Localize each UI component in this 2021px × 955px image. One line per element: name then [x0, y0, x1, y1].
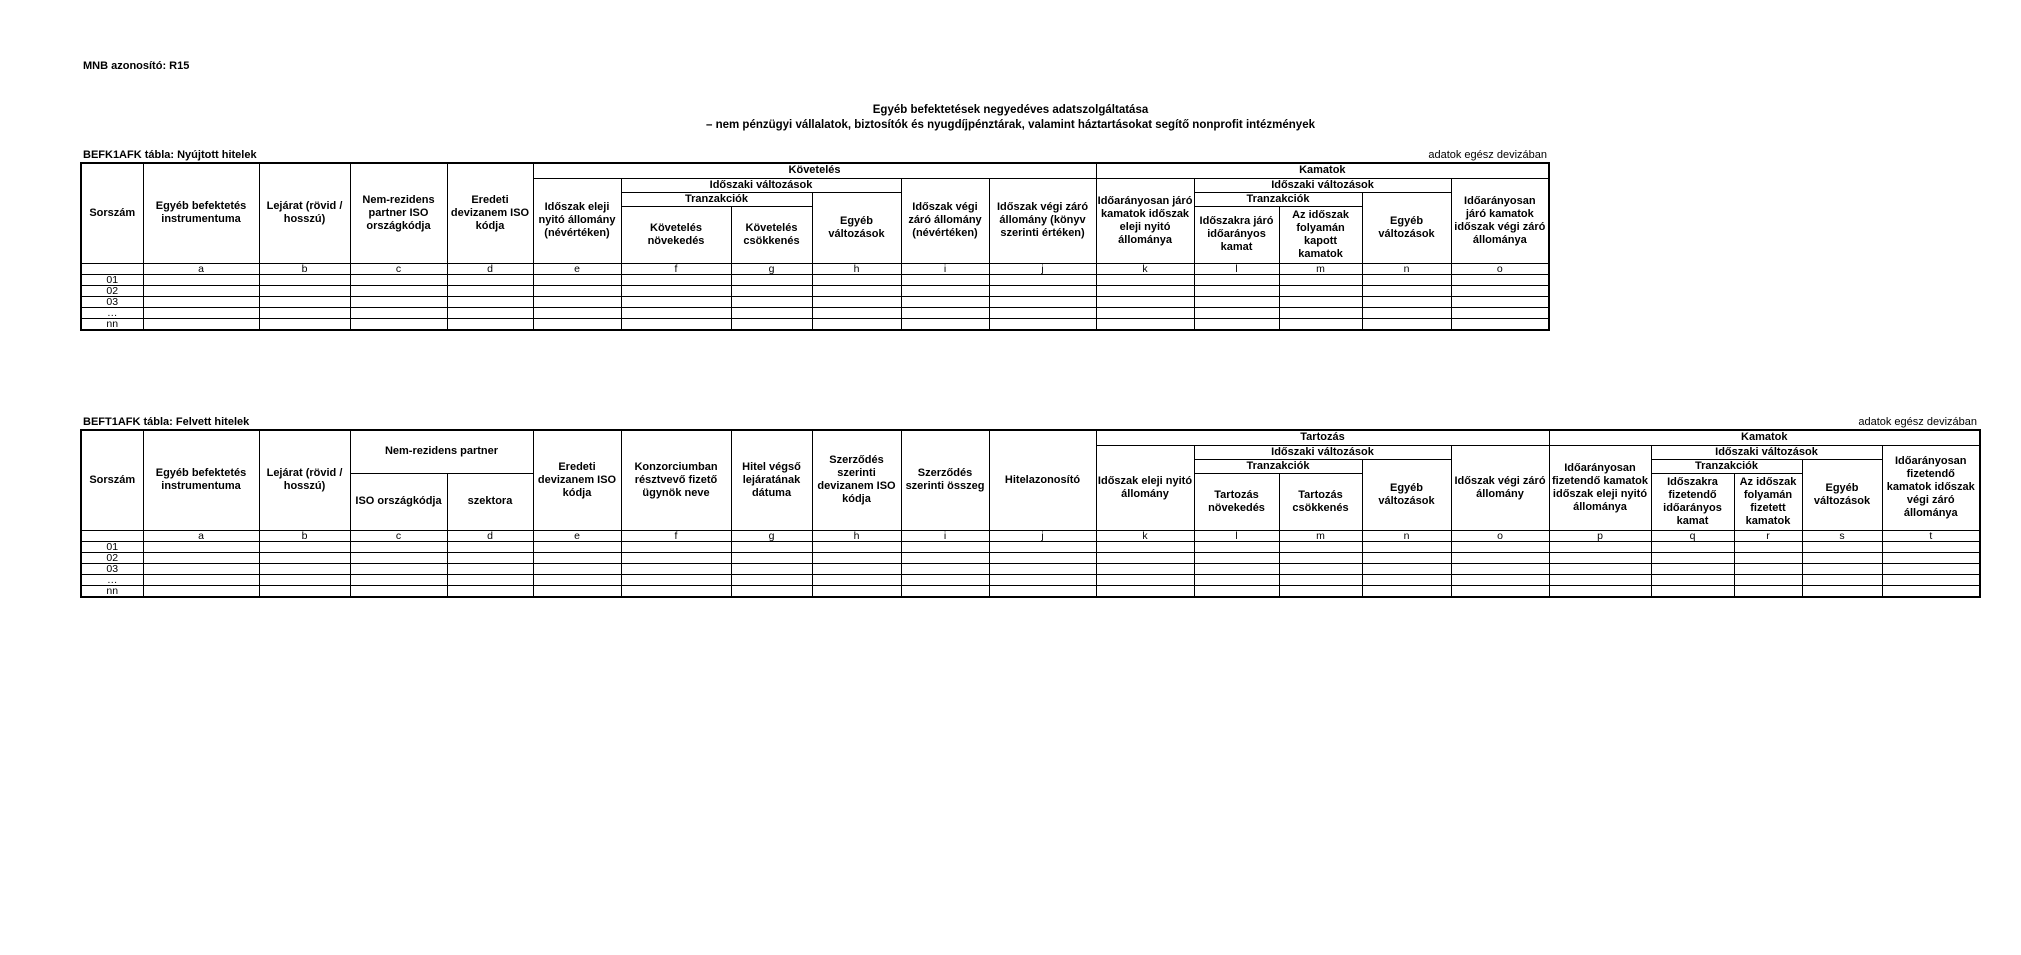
table1-header-e: Időszak eleji nyitó állomány (névértéken) [533, 178, 621, 263]
input-cell[interactable] [1279, 552, 1362, 563]
input-cell[interactable] [901, 563, 989, 574]
input-cell[interactable] [143, 274, 259, 285]
letter-cell: b [259, 530, 350, 541]
letter-cell: h [812, 263, 901, 274]
input-cell[interactable] [1451, 274, 1549, 285]
input-cell[interactable] [1362, 296, 1451, 307]
input-cell[interactable] [1194, 552, 1279, 563]
input-cell[interactable] [533, 574, 621, 585]
page-subtitle: – nem pénzügyi vállalatok, biztosítók és nyugdíjpénztárak, valamint háztartásokat segítő nonprofit intézmények [705, 119, 1315, 131]
input-cell[interactable] [731, 285, 812, 296]
table-row [81, 585, 1980, 597]
letter-cell: t [1882, 530, 1980, 541]
input-cell[interactable] [533, 541, 621, 552]
input-cell[interactable] [447, 552, 533, 563]
table1-sub-tranzakciok-kamat: Tranzakciók [1194, 192, 1362, 206]
input-cell[interactable] [143, 318, 259, 330]
row-number: 03 [81, 296, 143, 307]
input-cell[interactable] [1882, 585, 1980, 597]
input-cell[interactable] [1194, 541, 1279, 552]
input-cell[interactable] [533, 563, 621, 574]
input-cell[interactable] [1451, 307, 1549, 318]
input-cell[interactable] [447, 318, 533, 330]
input-cell[interactable] [1802, 574, 1882, 585]
input-cell[interactable] [1096, 307, 1194, 318]
input-cell[interactable] [447, 296, 533, 307]
row-number: nn [81, 318, 143, 330]
table-row [81, 563, 1980, 574]
input-cell[interactable] [1279, 563, 1362, 574]
input-cell[interactable] [259, 552, 350, 563]
input-cell[interactable] [901, 307, 989, 318]
input-cell[interactable] [143, 296, 259, 307]
input-cell[interactable] [1362, 574, 1451, 585]
input-cell[interactable] [731, 585, 812, 597]
table1-sub-tranzakciok: Tranzakciók [621, 192, 812, 206]
input-cell[interactable] [1734, 574, 1802, 585]
input-cell[interactable] [1096, 274, 1194, 285]
letter-cell: e [533, 530, 621, 541]
input-cell[interactable] [1549, 563, 1651, 574]
input-cell[interactable] [1802, 552, 1882, 563]
row-number: 03 [81, 563, 143, 574]
input-cell[interactable] [1096, 585, 1194, 597]
input-cell[interactable] [621, 552, 731, 563]
input-cell[interactable] [901, 318, 989, 330]
table2-felvett-hitelek [80, 429, 1981, 598]
input-cell[interactable] [1362, 552, 1451, 563]
input-cell[interactable] [1362, 585, 1451, 597]
table1-group-kamatok: Kamatok [1096, 163, 1549, 178]
letter-cell: k [1096, 530, 1194, 541]
letter-cell: l [1194, 530, 1279, 541]
letter-cell: o [1451, 263, 1549, 274]
input-cell[interactable] [989, 307, 1096, 318]
input-cell[interactable] [1882, 563, 1980, 574]
letter-cell [81, 263, 143, 274]
input-cell[interactable] [621, 285, 731, 296]
input-cell[interactable] [350, 552, 447, 563]
table2-header-d: szektora [447, 473, 533, 530]
table2-header-q: Időszakra fizetendő időarányos kamat [1651, 473, 1734, 530]
table1-header-o: Időarányosan járó kamatok időszak végi záró állománya [1451, 178, 1549, 263]
input-cell[interactable] [1451, 296, 1549, 307]
input-cell[interactable] [1362, 318, 1451, 330]
table-row [81, 274, 1549, 285]
input-cell[interactable] [1279, 307, 1362, 318]
input-cell[interactable] [1451, 563, 1549, 574]
table1-header-m: Az időszak folyamán kapott kamatok [1279, 206, 1362, 263]
input-cell[interactable] [1096, 563, 1194, 574]
row-number: 01 [81, 541, 143, 552]
input-cell[interactable] [350, 307, 447, 318]
table2-caption: BEFT1AFK tábla: Felvett hitelek [83, 416, 250, 428]
page-title: Egyéb befektetések negyedéves adatszolgáltatása [872, 104, 1149, 116]
input-cell[interactable] [1096, 574, 1194, 585]
input-cell[interactable] [731, 296, 812, 307]
letter-cell: g [731, 263, 812, 274]
table2-header-t: Időarányosan fizetendő kamatok időszak végi záró állománya [1882, 445, 1980, 530]
table1-header-f: Követelés növekedés [621, 206, 731, 263]
input-cell[interactable] [143, 541, 259, 552]
letter-cell: j [989, 530, 1096, 541]
input-cell[interactable] [1451, 552, 1549, 563]
table2-unit-note: adatok egész devizában [1858, 416, 1977, 428]
input-cell[interactable] [1734, 585, 1802, 597]
table2-header-r: Az időszak folyamán fizetett kamatok [1734, 473, 1802, 530]
table1-header-h: Egyéb változások [812, 192, 901, 263]
input-cell[interactable] [1734, 541, 1802, 552]
table2-header-s: Egyéb változások [1802, 459, 1882, 530]
input-cell[interactable] [621, 563, 731, 574]
table2-header-o: Időszak végi záró állomány [1451, 445, 1549, 530]
table2-header-h: Szerződés szerinti devizanem ISO kódja [812, 430, 901, 530]
input-cell[interactable] [621, 296, 731, 307]
input-cell[interactable] [1194, 563, 1279, 574]
input-cell[interactable] [1194, 307, 1279, 318]
table1-header-sorszam: Sorszám [81, 163, 143, 263]
input-cell[interactable] [1362, 563, 1451, 574]
row-number: 02 [81, 285, 143, 296]
input-cell[interactable] [1651, 563, 1734, 574]
input-cell[interactable] [259, 285, 350, 296]
input-cell[interactable] [1734, 552, 1802, 563]
table2-header-a: Egyéb befektetés instrumentuma [143, 430, 259, 530]
table1-header-n: Egyéb változások [1362, 192, 1451, 263]
table2-header-i: Szerződés szerinti összeg [901, 430, 989, 530]
input-cell[interactable] [143, 307, 259, 318]
input-cell[interactable] [447, 585, 533, 597]
letter-cell: p [1549, 530, 1651, 541]
table2-header-c: ISO országkódja [350, 473, 447, 530]
input-cell[interactable] [1279, 541, 1362, 552]
input-cell[interactable] [1362, 274, 1451, 285]
letter-cell: a [143, 263, 259, 274]
table1-header-i: Időszak végi záró állomány (névértéken) [901, 178, 989, 263]
letter-cell [81, 530, 143, 541]
input-cell[interactable] [447, 563, 533, 574]
letter-cell: m [1279, 263, 1362, 274]
input-cell[interactable] [350, 585, 447, 597]
input-cell[interactable] [259, 318, 350, 330]
input-cell[interactable] [621, 307, 731, 318]
input-cell[interactable] [1279, 296, 1362, 307]
input-cell[interactable] [533, 585, 621, 597]
input-cell[interactable] [1194, 585, 1279, 597]
table-row [81, 318, 1549, 330]
input-cell[interactable] [1451, 318, 1549, 330]
input-cell[interactable] [259, 585, 350, 597]
input-cell[interactable] [533, 274, 621, 285]
letter-cell: d [447, 530, 533, 541]
input-cell[interactable] [1882, 574, 1980, 585]
table-row [81, 541, 1980, 552]
input-cell[interactable] [901, 296, 989, 307]
table2-header-b: Lejárat (rövid / hosszú) [259, 430, 350, 530]
input-cell[interactable] [1802, 541, 1882, 552]
input-cell[interactable] [350, 541, 447, 552]
table2-header-f: Konzorciumban résztvevő fizető ügynök neve [621, 430, 731, 530]
input-cell[interactable] [1651, 541, 1734, 552]
input-cell[interactable] [143, 563, 259, 574]
input-cell[interactable] [259, 574, 350, 585]
table2-header-g: Hitel végső lejáratának dátuma [731, 430, 812, 530]
table1-group-kovetel: Követelés [533, 163, 1096, 178]
input-cell[interactable] [1549, 574, 1651, 585]
letter-cell: c [350, 530, 447, 541]
input-cell[interactable] [812, 318, 901, 330]
mnb-identifier: MNB azonosító: R15 [83, 60, 190, 72]
table1-header-c: Nem-rezidens partner ISO országkódja [350, 163, 447, 263]
input-cell[interactable] [533, 552, 621, 563]
table2-column-letters-row [81, 530, 1980, 541]
input-cell[interactable] [731, 307, 812, 318]
input-cell[interactable] [1734, 563, 1802, 574]
table1-header-b: Lejárat (rövid / hosszú) [259, 163, 350, 263]
table1-header-g: Követelés csökkenés [731, 206, 812, 263]
input-cell[interactable] [812, 541, 901, 552]
input-cell[interactable] [1802, 563, 1882, 574]
input-cell[interactable] [1194, 296, 1279, 307]
input-cell[interactable] [1279, 574, 1362, 585]
input-cell[interactable] [1096, 541, 1194, 552]
input-cell[interactable] [1362, 541, 1451, 552]
letter-cell: h [812, 530, 901, 541]
input-cell[interactable] [731, 274, 812, 285]
table2-header-sorszam: Sorszám [81, 430, 143, 530]
input-cell[interactable] [901, 574, 989, 585]
input-cell[interactable] [1194, 318, 1279, 330]
input-cell[interactable] [143, 552, 259, 563]
input-cell[interactable] [1651, 574, 1734, 585]
table1-caption: BEFK1AFK tábla: Nyújtott hitelek [83, 149, 257, 161]
row-number: 02 [81, 552, 143, 563]
table2-sub-tranzakciok-kamat: Tranzakciók [1651, 459, 1802, 473]
input-cell[interactable] [989, 285, 1096, 296]
letter-cell: e [533, 263, 621, 274]
table2-header-m: Tartozás csökkenés [1279, 473, 1362, 530]
letter-cell: d [447, 263, 533, 274]
input-cell[interactable] [901, 285, 989, 296]
input-cell[interactable] [1096, 552, 1194, 563]
table-row [81, 574, 1980, 585]
table1-column-letters-row [81, 263, 1549, 274]
input-cell[interactable] [1882, 541, 1980, 552]
table1-sub-idoszaki-valtozasok: Időszaki változások [621, 178, 901, 192]
input-cell[interactable] [447, 285, 533, 296]
input-cell[interactable] [533, 307, 621, 318]
input-cell[interactable] [350, 296, 447, 307]
input-cell[interactable] [1362, 307, 1451, 318]
input-cell[interactable] [1096, 318, 1194, 330]
input-cell[interactable] [1194, 274, 1279, 285]
input-cell[interactable] [1549, 541, 1651, 552]
letter-cell: a [143, 530, 259, 541]
input-cell[interactable] [1096, 285, 1194, 296]
letter-cell: m [1279, 530, 1362, 541]
input-cell[interactable] [989, 585, 1096, 597]
input-cell[interactable] [1362, 285, 1451, 296]
input-cell[interactable] [731, 552, 812, 563]
input-cell[interactable] [1549, 585, 1651, 597]
input-cell[interactable] [812, 307, 901, 318]
input-cell[interactable] [143, 285, 259, 296]
input-cell[interactable] [1194, 285, 1279, 296]
table2-header-l: Tartozás növekedés [1194, 473, 1279, 530]
input-cell[interactable] [812, 285, 901, 296]
input-cell[interactable] [812, 274, 901, 285]
table2-group-partner: Nem-rezidens partner [350, 430, 533, 473]
input-cell[interactable] [350, 563, 447, 574]
input-cell[interactable] [447, 307, 533, 318]
input-cell[interactable] [259, 274, 350, 285]
input-cell[interactable] [989, 552, 1096, 563]
input-cell[interactable] [901, 552, 989, 563]
row-number: nn [81, 585, 143, 597]
table2-group-tartozas: Tartozás [1096, 430, 1549, 445]
input-cell[interactable] [350, 285, 447, 296]
row-number: 01 [81, 274, 143, 285]
letter-cell: f [621, 530, 731, 541]
input-cell[interactable] [989, 574, 1096, 585]
input-cell[interactable] [1279, 285, 1362, 296]
input-cell[interactable] [1451, 285, 1549, 296]
table1-nyujtott-hitelek [80, 162, 1550, 331]
table2-header-e: Eredeti devizanem ISO kódja [533, 430, 621, 530]
table1-header-j: Időszak végi záró állomány (könyv szerinti értéken) [989, 178, 1096, 263]
input-cell[interactable] [350, 574, 447, 585]
table2-header-j: Hitelazonosító [989, 430, 1096, 530]
input-cell[interactable] [143, 585, 259, 597]
input-cell[interactable] [259, 307, 350, 318]
input-cell[interactable] [621, 274, 731, 285]
letter-cell: l [1194, 263, 1279, 274]
row-number: … [81, 574, 143, 585]
input-cell[interactable] [1651, 552, 1734, 563]
input-cell[interactable] [731, 563, 812, 574]
table1-header-d: Eredeti devizanem ISO kódja [447, 163, 533, 263]
letter-cell: b [259, 263, 350, 274]
input-cell[interactable] [621, 318, 731, 330]
letter-cell: j [989, 263, 1096, 274]
input-cell[interactable] [812, 552, 901, 563]
input-cell[interactable] [259, 541, 350, 552]
input-cell[interactable] [533, 318, 621, 330]
input-cell[interactable] [621, 541, 731, 552]
input-cell[interactable] [143, 574, 259, 585]
table2-header-k: Időszak eleji nyitó állomány [1096, 445, 1194, 530]
letter-cell: n [1362, 530, 1451, 541]
letter-cell: q [1651, 530, 1734, 541]
input-cell[interactable] [350, 318, 447, 330]
letter-cell: i [901, 263, 989, 274]
input-cell[interactable] [901, 541, 989, 552]
table2-header-n: Egyéb változások [1362, 459, 1451, 530]
input-cell[interactable] [259, 563, 350, 574]
input-cell[interactable] [989, 274, 1096, 285]
input-cell[interactable] [731, 574, 812, 585]
letter-cell: c [350, 263, 447, 274]
input-cell[interactable] [989, 541, 1096, 552]
letter-cell: s [1802, 530, 1882, 541]
input-cell[interactable] [812, 585, 901, 597]
letter-cell: n [1362, 263, 1451, 274]
table-row [81, 285, 1549, 296]
table1-unit-note: adatok egész devizában [1428, 149, 1547, 161]
input-cell[interactable] [350, 274, 447, 285]
input-cell[interactable] [447, 274, 533, 285]
table1-header-k: Időarányosan járó kamatok időszak eleji nyitó állománya [1096, 178, 1194, 263]
table1-header-l: Időszakra járó időarányos kamat [1194, 206, 1279, 263]
table1-header-a: Egyéb befektetés instrumentuma [143, 163, 259, 263]
input-cell[interactable] [812, 296, 901, 307]
input-cell[interactable] [1549, 552, 1651, 563]
input-cell[interactable] [621, 585, 731, 597]
input-cell[interactable] [1651, 585, 1734, 597]
input-cell[interactable] [812, 574, 901, 585]
input-cell[interactable] [259, 296, 350, 307]
input-cell[interactable] [1279, 585, 1362, 597]
letter-cell: r [1734, 530, 1802, 541]
input-cell[interactable] [1451, 541, 1549, 552]
input-cell[interactable] [1096, 296, 1194, 307]
letter-cell: f [621, 263, 731, 274]
input-cell[interactable] [1451, 574, 1549, 585]
table-row [81, 307, 1549, 318]
table2-sub-tranzakciok: Tranzakciók [1194, 459, 1362, 473]
input-cell[interactable] [533, 296, 621, 307]
letter-cell: g [731, 530, 812, 541]
input-cell[interactable] [989, 563, 1096, 574]
input-cell[interactable] [1279, 274, 1362, 285]
letter-cell: o [1451, 530, 1549, 541]
input-cell[interactable] [989, 296, 1096, 307]
table2-sub-idoszaki-valtozasok: Időszaki változások [1194, 445, 1451, 459]
input-cell[interactable] [1882, 552, 1980, 563]
input-cell[interactable] [901, 585, 989, 597]
input-cell[interactable] [1194, 574, 1279, 585]
input-cell[interactable] [812, 563, 901, 574]
table-row [81, 552, 1980, 563]
input-cell[interactable] [731, 318, 812, 330]
input-cell[interactable] [989, 318, 1096, 330]
table-row [81, 296, 1549, 307]
row-number: … [81, 307, 143, 318]
table2-sub-idoszaki-valtozasok-kamat: Időszaki változások [1651, 445, 1882, 459]
letter-cell: k [1096, 263, 1194, 274]
input-cell[interactable] [1279, 318, 1362, 330]
input-cell[interactable] [731, 541, 812, 552]
letter-cell: i [901, 530, 989, 541]
table1-sub-idoszaki-valtozasok-kamat: Időszaki változások [1194, 178, 1451, 192]
input-cell[interactable] [447, 541, 533, 552]
input-cell[interactable] [621, 574, 731, 585]
input-cell[interactable] [1451, 585, 1549, 597]
input-cell[interactable] [1802, 585, 1882, 597]
table2-group-kamatok: Kamatok [1549, 430, 1980, 445]
table2-header-p: Időarányosan fizetendő kamatok időszak eleji nyitó állománya [1549, 445, 1651, 530]
input-cell[interactable] [901, 274, 989, 285]
input-cell[interactable] [447, 574, 533, 585]
input-cell[interactable] [533, 285, 621, 296]
